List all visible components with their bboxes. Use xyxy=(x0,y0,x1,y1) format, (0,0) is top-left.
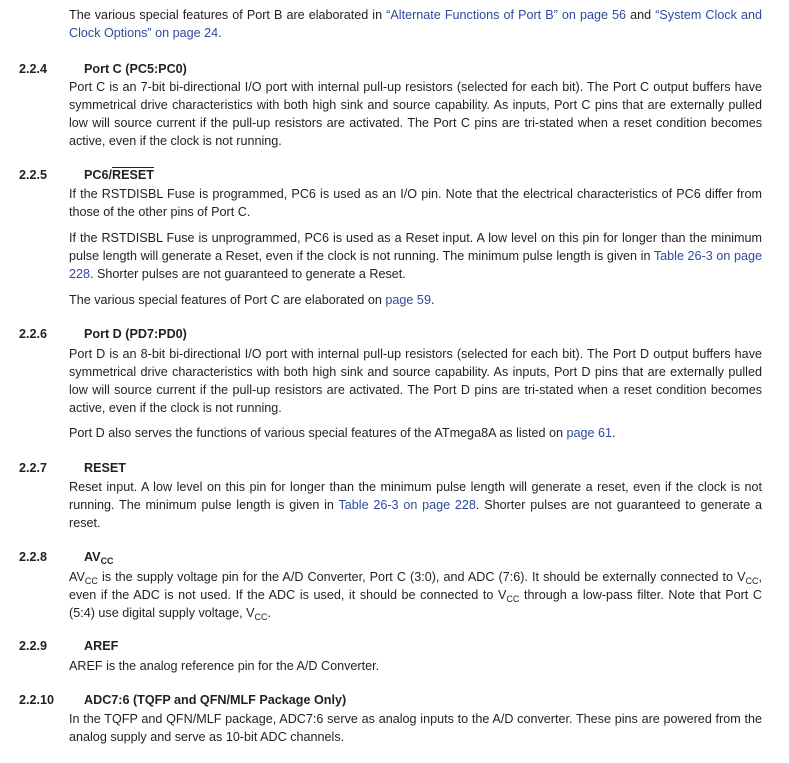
reset-paragraph xyxy=(69,478,762,532)
link-system-clock[interactable]: “System Clock and Clock Options” on page 24 xyxy=(69,8,762,40)
port-d-p2-text: Port D also serves the functions of various special features of the ATmega8A as listed on xyxy=(69,426,567,440)
title-reset-overline: RESET xyxy=(112,168,154,182)
avcc-text-2: , even if the ADC is not used. If the ADC is used, it should be connected to V xyxy=(69,570,762,602)
link-page-59[interactable]: page 59 xyxy=(385,293,431,307)
section-title-reset: RESET xyxy=(84,461,126,475)
aref-paragraph: AREF is the analog reference pin for the A/D Converter. xyxy=(69,659,380,673)
pc6-paragraph-3 xyxy=(69,291,762,309)
section-number-2-2-5: 2.2.5 xyxy=(19,168,48,182)
reset-text-end: . Shorter pulses are not guaranteed to generate a reset. xyxy=(69,498,762,530)
cc-subscript: CC xyxy=(506,594,520,604)
title-pc6: PC6/ xyxy=(84,168,112,182)
section-title-avcc xyxy=(84,548,114,566)
link-page-61[interactable]: page 61 xyxy=(566,426,613,440)
avcc-text-end: . xyxy=(267,606,272,620)
pc6-p2-text-end: . Shorter pulses are not guaranteed to generate a Reset. xyxy=(90,267,406,281)
intro-paragraph xyxy=(69,6,762,42)
section-number-2-2-8: 2.2.8 xyxy=(19,550,48,564)
section-title-port-c: Port C (PC5:PC0) xyxy=(84,62,187,76)
reset-text: Reset input. A low level on this pin for longer than the minimum pulse length will generate a reset, even if the clock is not running. The minimum pulse length is given in xyxy=(69,480,762,512)
section-number-2-2-10: 2.2.10 xyxy=(19,693,55,707)
section-title-adc7-6: ADC7:6 (TQFP and QFN/MLF Package Only) xyxy=(84,693,347,707)
avcc-text-3: through a low-pass filter. Note that Port C (5:4) use digital supply voltage, V xyxy=(69,588,763,620)
avcc-text-av: AV xyxy=(69,570,85,584)
cc-subscript: CC xyxy=(254,612,268,622)
port-d-paragraph-1: Port D is an 8-bit bi-directional I/O port with internal pull-up resistors (selected for each bit). The Port D output buffers have symmetrical drive characteristics with both high sink and source capability. As inputs, Port D pins that are externally pulled low will source current if the pull-up resistors are activated. The Port D pins are tri-stated when a reset condition becomes active, even if the clock is not running. xyxy=(69,347,762,415)
link-table-26-3-reset[interactable]: Table 26-3 on page 228 xyxy=(338,498,476,512)
section-title-pc6-reset xyxy=(84,166,154,184)
intro-text-end: . xyxy=(218,26,222,40)
port-d-paragraph-2 xyxy=(69,424,762,442)
section-number-2-2-7: 2.2.7 xyxy=(19,461,48,475)
title-av: AV xyxy=(84,550,101,564)
pc6-p2-text: If the RSTDISBL Fuse is unprogrammed, PC6 is used as a Reset input. A low level on this pin for longer than the minimum pulse length will generate a Reset, even if the clock is not running. The minimum pulse length is given in xyxy=(69,231,762,263)
cc-subscript: CC xyxy=(745,576,759,586)
avcc-text-1: is the supply voltage pin for the A/D Converter, Port C (3:0), and ADC (7:6). It should be externally connected to V xyxy=(97,570,746,584)
port-c-paragraph: Port C is an 7-bit bi-directional I/O port with internal pull-up resistors (selected for each bit). The Port C output buffers have symmetrical drive characteristics with both high sink and source capability. As inputs, Port C pins that are externally pulled low will source current if the pull-up resistors are activated. The Port C pins are tri-stated when a reset condition becomes active, even if the clock is not running. xyxy=(69,80,762,148)
link-table-26-3[interactable]: Table 26-3 on page 228 xyxy=(69,249,763,281)
pc6-p3-text-end: . xyxy=(430,293,435,307)
pc6-paragraph-1: If the RSTDISBL Fuse is programmed, PC6 is used as an I/O pin. Note that the electrical characteristics of PC6 differ from those of the other pins of Port C. xyxy=(69,187,762,219)
link-port-b-alt-functions[interactable]: “Alternate Functions of Port B” on page 56 xyxy=(386,8,627,22)
pc6-paragraph-2 xyxy=(69,229,762,283)
adc-paragraph: In the TQFP and QFN/MLF package, ADC7:6 serve as analog inputs to the A/D converter. These pins are powered from the analog supply and serve as 10-bit ADC channels. xyxy=(69,712,762,744)
port-d-p2-text-end: . xyxy=(612,426,616,440)
section-title-port-d: Port D (PD7:PD0) xyxy=(84,327,187,341)
title-cc-subscript: CC xyxy=(100,556,114,566)
section-number-2-2-6: 2.2.6 xyxy=(19,327,48,341)
cc-subscript: CC xyxy=(84,576,98,586)
intro-text-and: and xyxy=(626,8,656,22)
intro-text: The various special features of Port B are elaborated in xyxy=(69,8,387,22)
section-number-2-2-9: 2.2.9 xyxy=(19,639,48,653)
pc6-p3-text: The various special features of Port C are elaborated on xyxy=(69,293,386,307)
avcc-paragraph xyxy=(69,568,762,622)
section-number-2-2-4: 2.2.4 xyxy=(19,62,48,76)
section-title-aref: AREF xyxy=(84,639,119,653)
